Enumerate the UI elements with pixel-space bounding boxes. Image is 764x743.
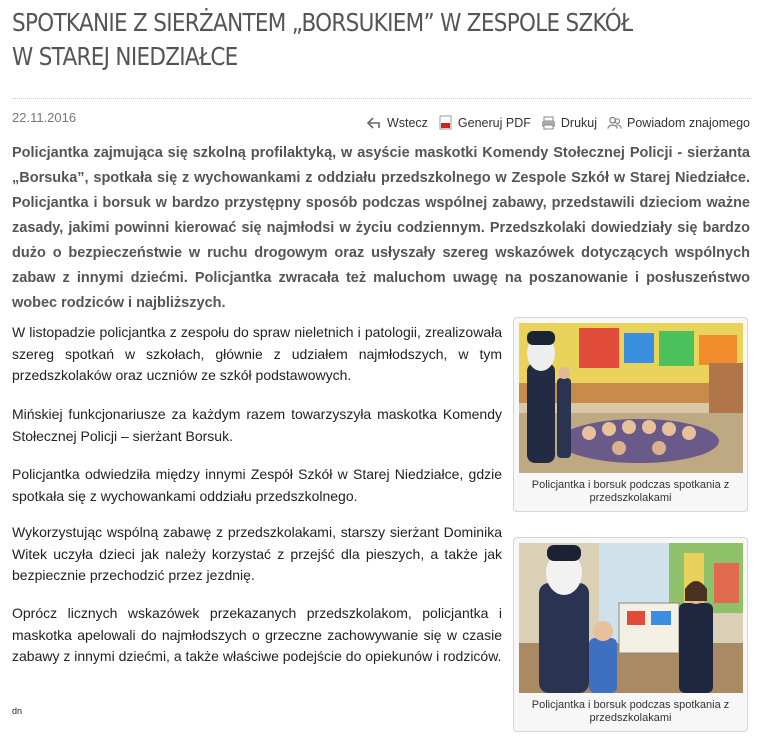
paragraph-2: Mińskiej funkcjonariusze za każdym razem towarzyszyła maskotka Komendy Stołecznej Policji – sierżant Borsuk. (12, 406, 502, 444)
pdf-label: Generuj PDF (457, 115, 531, 130)
people-icon (607, 115, 622, 130)
paragraph-4: Wykorzystując wspólną zabawę z przedszkolakami, starszy sierżant Dominika Witek uczyła dzieci jak należy korzystać z przejść dla pieszych, a także jak bezpiecznie przechodzić przez jezdnię. (12, 524, 502, 583)
notify-friend-button[interactable] (607, 115, 750, 130)
article-lead: Policjantka zajmująca się szkolną profilaktyką, w asyście maskotki Komendy Stołecznej Policji - sierżanta „Borsuka”, spotkała się z wychowankami z oddziału przedszkolnego w Zespole Szkół w Starej Niedziałce. Policjantka i borsuk w bardzo przystępny sposób podczas wspólnej zabawy, przedstawili dzieciom ważne zasady, jakimi powinni kierować się najmłodsi w życiu codziennym. Przedszkolaki dowiedziały się bardzo dużo o bezpieczeństwie w ruchu drogowym oraz usłyszały szereg wskazówek dotyczących wspólnych zabaw z innymi dziećmi. Policjantka zwracała też maluchom uwagę na poszanowanie i posłuszeństwo wobec rodziców i najbliższych. (12, 145, 750, 311)
back-arrow-icon (367, 115, 382, 130)
classroom-photo-1[interactable] (519, 323, 743, 473)
notify-label: Powiadom znajomego (627, 115, 750, 130)
author-signature: dn (12, 706, 23, 716)
article-date: 22.11.2016 (12, 110, 77, 125)
paragraph-3: Policjantka odwiedziła między innymi Zespół Szkół w Starej Niedziałce, gdzie spotkała się z wychowankami oddziału przedszkolnego. (12, 466, 502, 504)
back-button[interactable] (367, 115, 428, 130)
title-divider (12, 98, 752, 99)
printer-icon (541, 115, 556, 130)
photo-figure-1[interactable] (513, 317, 748, 512)
print-button[interactable] (541, 115, 597, 130)
back-label: Wstecz (386, 115, 428, 130)
generate-pdf-button[interactable] (438, 115, 531, 130)
pdf-file-icon (438, 115, 453, 130)
paragraph-1: W listopadzie policjantka z zespołu do spraw nieletnich i patologii, zrealizowała szereg spotkań w szkołach, głównie z udziałem najmłodszych, w tym przedszkolaków oraz uczniów ze szkół podstawowych. (12, 324, 502, 383)
photo-caption-2: Policjantka i borsuk podczas spotkania z przedszkolakami (531, 699, 730, 724)
classroom-photo-2[interactable] (519, 543, 743, 693)
photo-caption-1: Policjantka i borsuk podczas spotkania z przedszkolakami (531, 479, 730, 504)
print-label: Drukuj (560, 115, 597, 130)
paragraph-5: Oprócz licznych wskazówek przekazanych przedszkolakom, policjantka i maskotka apelowali do najmłodszych o grzeczne zachowywanie się w czasie zabawy z innymi dziećmi, a także właściwe podejście do opiekunów i rodziców. (12, 605, 502, 664)
page-title: SPOTKANIE Z SIERŻANTEM „BORSUKIEM” W ZESPOLE SZKÓŁ W STAREJ NIEDZIAŁCE (12, 8, 633, 71)
article-actions (367, 115, 750, 130)
photo-figure-2[interactable] (513, 537, 748, 732)
